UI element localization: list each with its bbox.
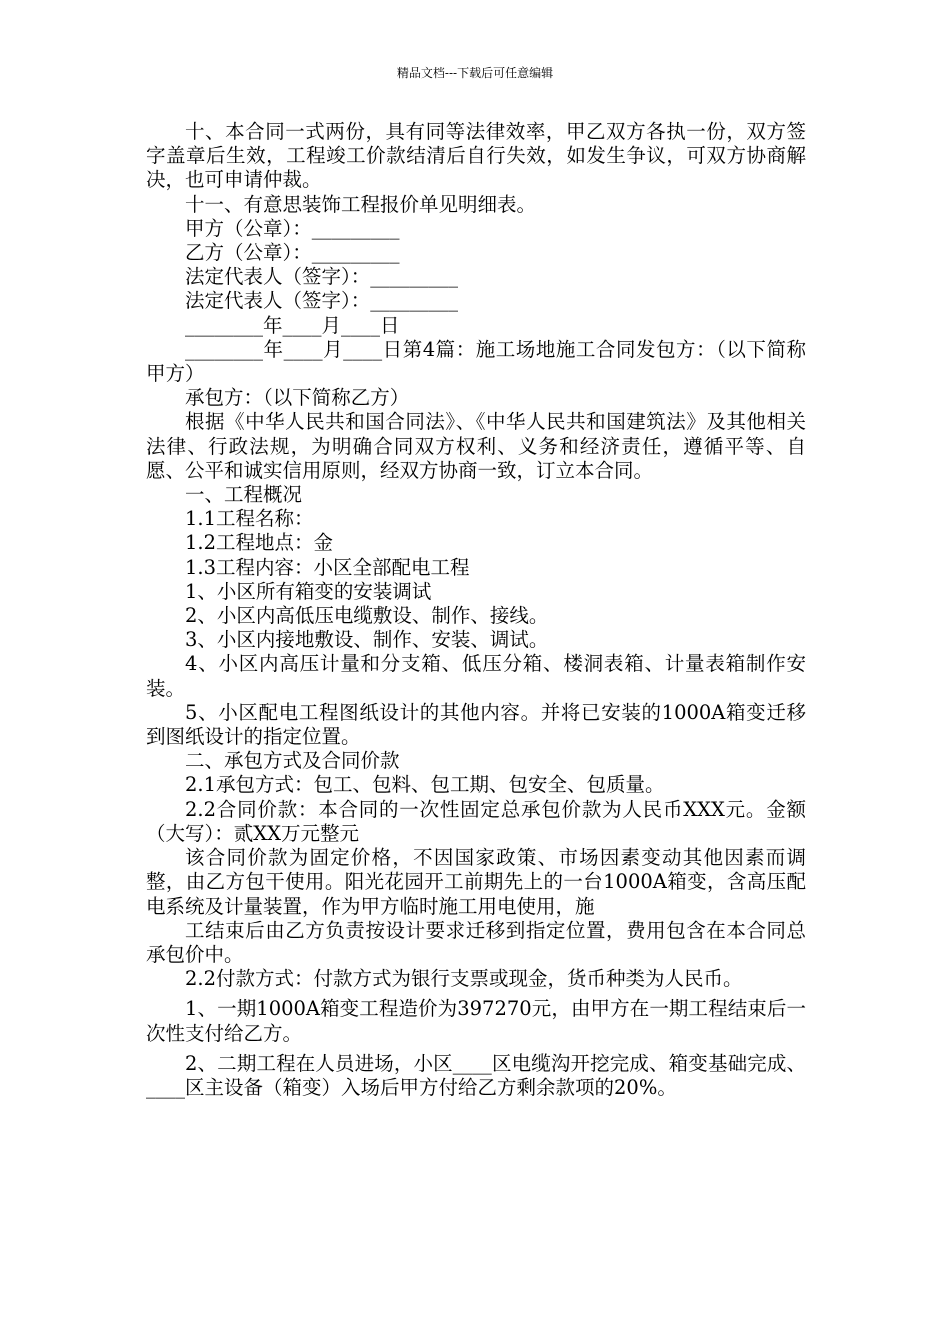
paragraph: 十、本合同一式两份，具有同等法律效率，甲乙双方各执一份，双方签字盖章后生效，工程竣工价款结清后自行失效，如发生争议，可双方协商解决，也可申请仲裁。 — [146, 120, 806, 192]
paragraph: 承包方：（以下简称乙方） — [185, 386, 410, 410]
list-item: 3、小区内接地敷设、制作、安装、调试。 — [185, 628, 549, 652]
list-item: 1、一期1000A箱变工程造价为397270元，由甲方在一期工程结束后一次性支付给乙方。 — [146, 997, 806, 1045]
paragraph: 该合同价款为固定价格，不因国家政策、市场因素变动其他因素而调整，由乙方包干使用。阳光花园开工前期先上的一台1000A箱变，含高压配电系统及计量装置，作为甲方临时施工用电使用，施 — [146, 846, 806, 918]
paragraph: 1.3工程内容：小区全部配电工程 — [185, 555, 470, 579]
list-item: 4、小区内高压计量和分支箱、低压分箱、楼洞表箱、计量表箱制作安装。 — [146, 652, 806, 700]
page-header: 精品文档---下载后可任意编辑 — [396, 66, 554, 80]
paragraph: 1.1工程名称： — [185, 507, 314, 531]
signature-line: 法定代表人（签字）：_________ — [185, 289, 459, 313]
paragraph: 工结束后由乙方负责按设计要求迁移到指定位置，费用包含在本合同总承包价中。 — [146, 918, 806, 966]
section-heading: 一、工程概况 — [185, 483, 303, 507]
paragraph: 十一、有意思装饰工程报价单见明细表。 — [185, 192, 537, 216]
list-item: 1、小区所有箱变的安装调试 — [185, 579, 432, 603]
paragraph: 1.2工程地点：金 — [185, 531, 334, 555]
signature-line: 法定代表人（签字）：_________ — [185, 265, 459, 289]
paragraph: ________年____月____日第4篇：施工场地施工合同发包方：（以下简称甲方） — [146, 337, 806, 386]
list-item: 5、小区配电工程图纸设计的其他内容。并将已安装的1000A箱变迁移到图纸设计的指定位置。 — [146, 700, 806, 749]
list-item: 2、二期工程在人员进场，小区____区电缆沟开挖完成、箱变基础完成、____区主设备（箱变）入场后甲方付给乙方剩余款项的20%。 — [146, 1051, 806, 1099]
document-body — [146, 120, 806, 1100]
signature-line: 乙方（公章）：_________ — [185, 241, 400, 265]
list-item: 2、小区内高低压电缆敷设、制作、接线。 — [185, 604, 549, 628]
signature-line: 甲方（公章）：_________ — [185, 216, 400, 240]
date-line: ________年____月____日 — [185, 313, 400, 337]
paragraph: 根据《中华人民共和国合同法》、《中华人民共和国建筑法》及其他相关法律、行政法规，为明确合同双方权利、义务和经济责任，遵循平等、自愿、公平和诚实信用原则，经双方协商一致，订立本合同。 — [146, 410, 806, 482]
paragraph: 2.1承包方式：包工、包料、包工期、包安全、包质量。 — [185, 773, 665, 797]
paragraph: 2.2合同价款：本合同的一次性固定总承包价款为人民币XXX元。金额（大写）：贰XX万元整元 — [146, 797, 806, 845]
section-heading: 二、承包方式及合同价款 — [185, 749, 400, 773]
paragraph: 2.2付款方式：付款方式为银行支票或现金，货币种类为人民币。 — [185, 967, 743, 991]
